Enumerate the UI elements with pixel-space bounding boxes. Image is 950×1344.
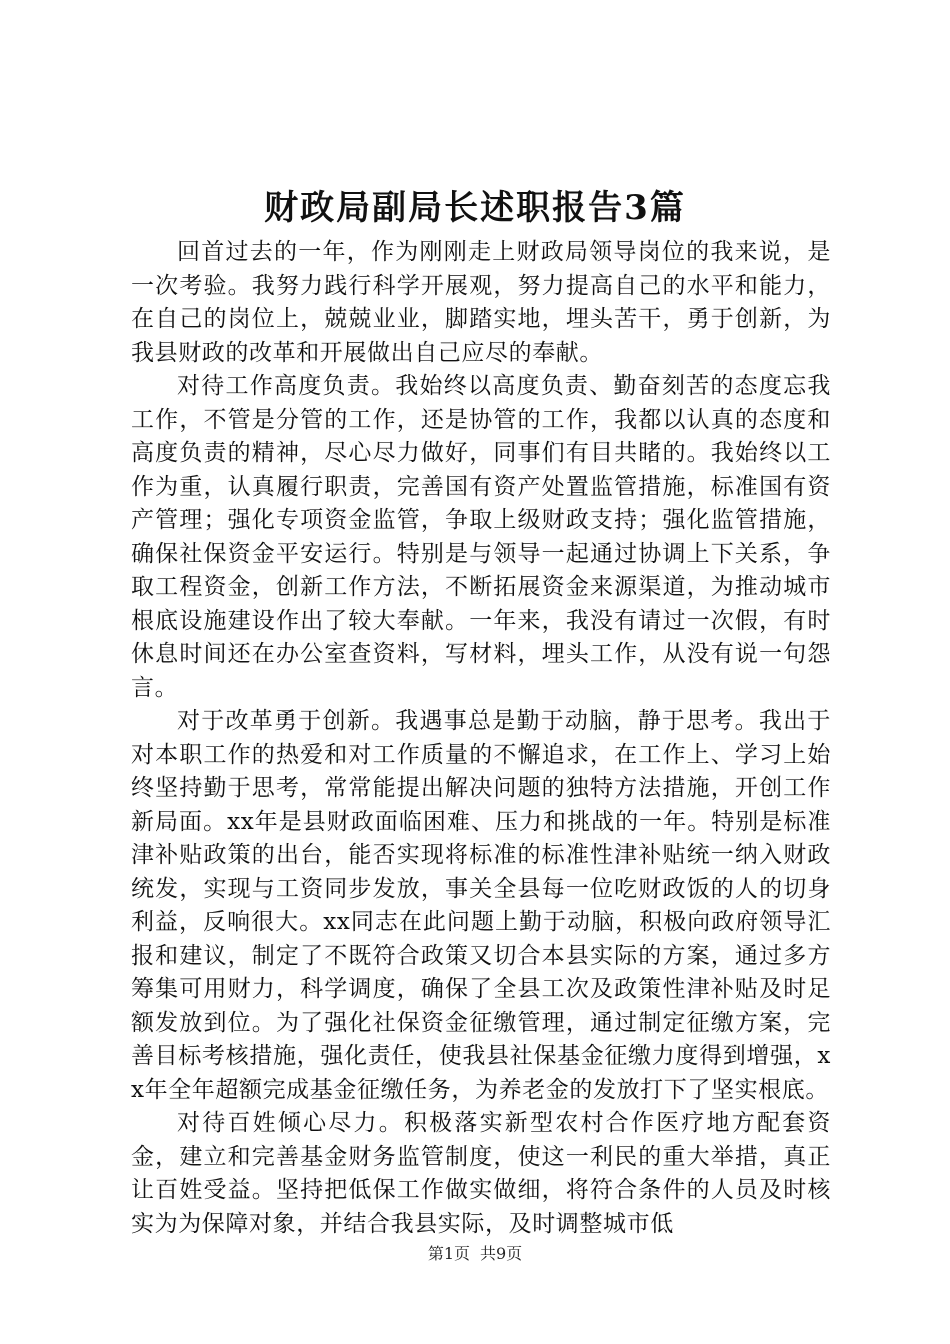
document-body: [131, 236, 831, 1241]
document-title: 财政局副局长述职报告3篇: [264, 188, 686, 228]
paragraph-work-responsibility: 对待工作高度负责。我始终以高度负责、勤奋刻苦的态度忘我工作，不管是分管的工作，还是协管的工作，我都以认真的态度和高度负责的精神，尽心尽力做好，同事们有目共睹的。我始终以工作为重，认真履行职责，完善国有资产处置监管措施，标准国有资产管理；强化专项资金监管，争取上级财政支持；强化监管措施，确保社保资金平安运行。特别是与领导一起通过协调上下关系，争取工程资金，创新工作方法，不断拓展资金来源渠道，为推动城市根底设施建设作出了较大奉献。一年来，我没有请过一次假，有时休息时间还在办公室查资料，写材料，埋头工作，从没有说一句怨言。: [131, 373, 831, 701]
paragraph-intro: 回首过去的一年，作为刚刚走上财政局领导岗位的我来说，是一次考验。我努力践行科学开展观，努力提高自己的水平和能力，在自己的岗位上，兢兢业业，脚踏实地，埋头苦干，勇于创新，为我县财政的改革和开展做出自己应尽的奉献。: [131, 239, 831, 366]
page-footer: [0, 1243, 950, 1265]
page-number-total: 共9页: [480, 1244, 523, 1263]
paragraph-serving-people: 对待百姓倾心尽力。积极落实新型农村合作医疗地方配套资金，建立和完善基金财务监管制度，使这一利民的重大举措，真正让百姓受益。坚持把低保工作做实做细，将符合条件的人员及时核实为为保障对象，并结合我县实际，及时调整城市低: [131, 1110, 831, 1237]
page-number-current: 第1页: [427, 1244, 470, 1263]
paragraph-reform-innovation: 对于改革勇于创新。我遇事总是勤于动脑，静于思考。我出于对本职工作的热爱和对工作质量的不懈追求，在工作上、学习上始终坚持勤于思考，常常能提出解决问题的独特方法措施，开创工作新局面。xx年是县财政面临困难、压力和挑战的一年。特别是标准津补贴政策的出台，能否实现将标准的标准性津补贴统一纳入财政统发，实现与工资同步发放，事关全县每一位吃财政饭的人的切身利益，反响很大。xx同志在此问题上勤于动脑，积极向政府领导汇报和建议，制定了不既符合政策又切合本县实际的方案，通过多方筹集可用财力，科学调度，确保了全县工次及政策性津补贴及时足额发放到位。为了强化社保资金征缴管理，通过制定征缴方案，完善目标考核措施，强化责任，使我县社保基金征缴力度得到增强，xx年全年超额完成基金征缴任务，为养老金的发放打下了坚实根底。: [131, 708, 831, 1103]
